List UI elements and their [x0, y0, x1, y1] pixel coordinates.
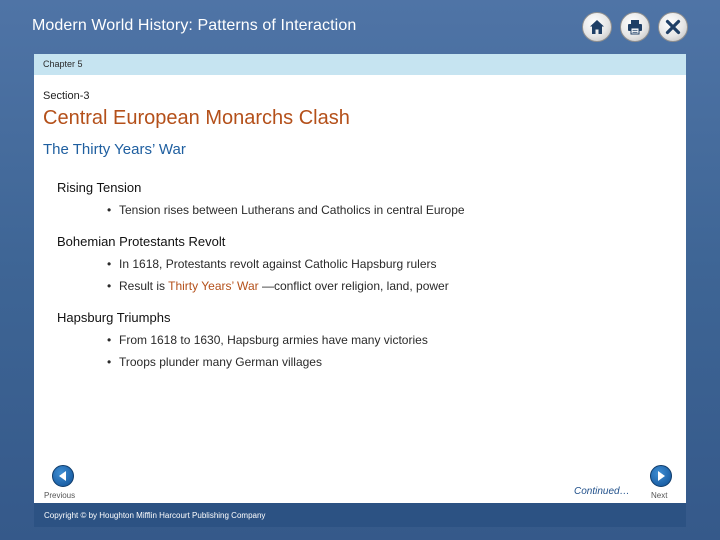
bullet-text: Result is: [119, 279, 169, 293]
page-subtitle: The Thirty Years’ War: [43, 141, 186, 158]
slide-panel: [34, 54, 686, 527]
topic-group: [57, 180, 657, 218]
home-icon[interactable]: [582, 12, 612, 42]
top-toolbar: [582, 12, 688, 42]
print-icon[interactable]: [620, 12, 650, 42]
bullet-item: • In 1618, Protestants revolt against Catholic Hapsburg rulers: [107, 256, 657, 272]
arrow-right-icon: [655, 470, 667, 482]
next-label[interactable]: Next: [651, 491, 668, 500]
arrow-left-icon: [57, 470, 69, 482]
close-icon[interactable]: [658, 12, 688, 42]
app-title: Modern World History: Patterns of Interaction: [32, 17, 357, 34]
previous-button[interactable]: [52, 465, 74, 487]
topic-heading: Bohemian Protestants Revolt: [57, 234, 226, 249]
chapter-bar: [34, 54, 686, 75]
highlight-term: Thirty Years’ War: [168, 279, 259, 293]
footer-bar: [34, 503, 686, 527]
bullet-item: • From 1618 to 1630, Hapsburg armies have many victories: [107, 332, 657, 348]
previous-label[interactable]: Previous: [44, 491, 76, 500]
bullet-item: [107, 278, 657, 294]
topic-heading: Rising Tension: [57, 180, 142, 195]
topic-heading: Hapsburg Triumphs: [57, 310, 171, 325]
continued-label: Continued…: [574, 486, 630, 497]
section-label: Section-3: [43, 90, 90, 102]
bullet-text: —conflict over religion, land, power: [258, 279, 449, 293]
topic-group: [57, 234, 657, 294]
chapter-label: Chapter 5: [43, 59, 83, 69]
bullet-item: • Tension rises between Lutherans and Catholics in central Europe: [107, 202, 657, 218]
bullet-item: • Troops plunder many German villages: [107, 354, 657, 370]
content-list: [57, 180, 657, 386]
copyright-text: Copyright © by Houghton Mifflin Harcourt Publishing Company: [44, 511, 266, 520]
topic-group: [57, 310, 657, 370]
page-title: Central European Monarchs Clash: [43, 107, 350, 129]
next-button[interactable]: [650, 465, 672, 487]
